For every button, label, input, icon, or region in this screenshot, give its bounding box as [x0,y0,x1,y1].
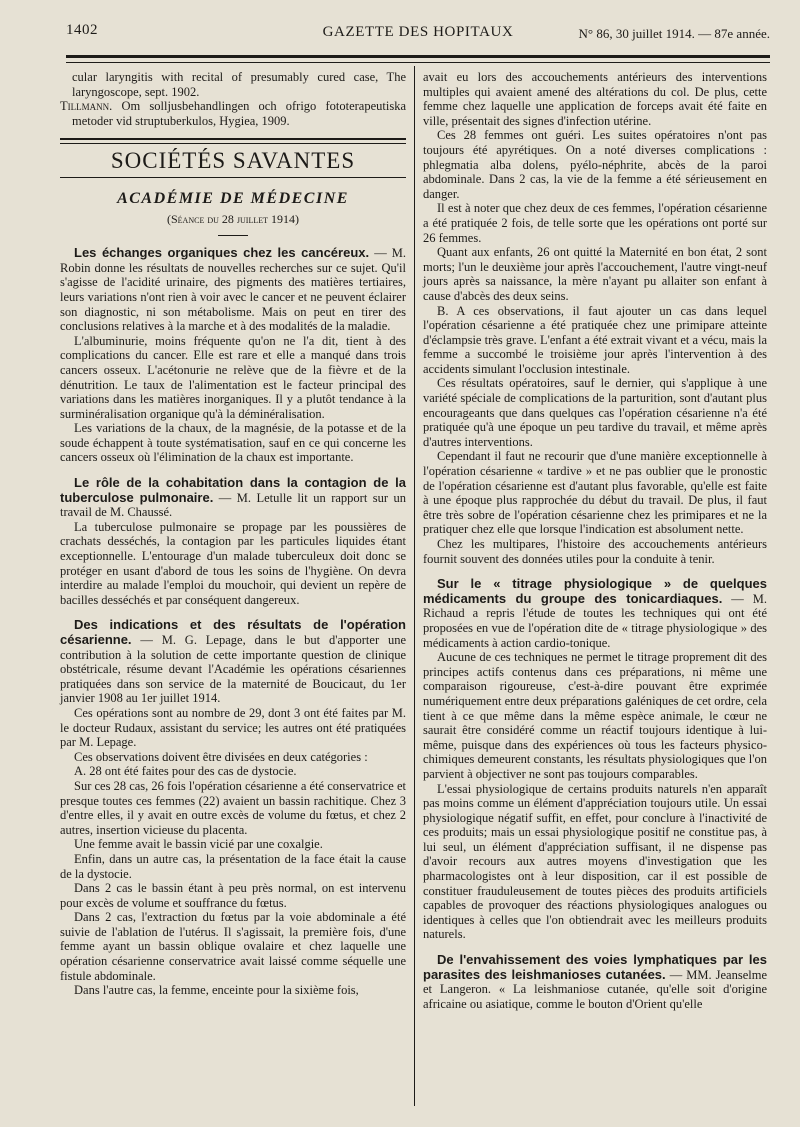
section-rule-thin [60,143,406,144]
section-rule-bottom [60,177,406,178]
section-title: SOCIÉTÉS SAVANTES [110,148,356,174]
issue-info: N° 86, 30 juillet 1914. — 87e année. [578,26,770,41]
page-number: 1402 [66,22,98,38]
paragraph: Aucune de ces techniques ne permet le titrage proprement dit des principes actifs contenus dans ces préparations, ni même une comparaison rigoureuse, c'est-à-dire pouvant être exprimée numériquement entre deux préparations galéniques de cet ordre, cela tient à ce que même dans la même espèce animale, le cœur ne saurait être considéré comme un réactif toujours identique à lui-même, puisque dans des expériences où tous les facteurs physico-chimiques demeurent constants, les résultats physiologiques que l'on parvient à objectiver ne sont pas toujours comparables. [423,650,767,781]
article-1-author: — M. Robin [60,246,407,275]
paragraph: Il est à noter que chez deux de ces femmes, l'opération césarienne a été pratiquée 2 fois, de telle sorte que les opérations ont porté sur 26 femmes. [423,201,767,245]
paragraph: Dans 2 cas, l'extraction du fœtus par la voie abdominale a été suivie de l'ablation de l'utérus. Il s'agissait, la première fois, d'une femme ayant un bassin oblique ovalaire et chez laquelle une opération césarienne conservatrice avait laissé comme séquelle une fistule abdominale. [60,910,406,983]
ref-text: Om solljusbehandlingen och ofrigo fototerapeutiska metoder vid struptuberkulos, Hygiea, 1909. [72,99,407,128]
paragraph: Ces résultats opératoires, sauf le dernier, qui s'applique à une variété spéciale de complications de la parturition, sont d'autant plus encourageants que dans quelques cas l'opération césarienne n'a été pratiquée qu'à une époque un peu tardive du travail, et même après d'autres interventions. [423,376,767,449]
header-rule-thin [66,62,770,63]
paragraph: Enfin, dans un autre cas, la présentation de la face était la cause de la dystocie. [60,851,406,881]
paragraph: Quant aux enfants, 26 ont quitté la Maternité en bon état, 2 sont morts; l'un le deuxième jour après l'accouchement, l'autre vingt-neuf jours après sa naissance, la mère n'ayant pu allaiter son enfant à cause d'abcès des deux seins. [423,245,767,303]
article-2-title: Le rôle de la cohabitation dans la contagion de la tuberculose pulmonaire. [60,475,406,505]
article-1-title: Les échanges organiques chez les cancéreux. [74,245,370,261]
journal-title: GAZETTE DES HOPITAUX [322,24,514,40]
article-3-lead [60,618,406,706]
paragraph: Dans 2 cas le bassin étant à peu près normal, on est intervenu pour excès de volume et souffrance du fœtus. [60,881,406,910]
article-4-title: Sur le « titrage physiologique » de quelques médicaments du groupe des tonicardiaques. [423,576,767,606]
right-column [423,70,767,1011]
short-rule [218,235,248,236]
paragraph: Les variations de la chaux, de la magnésie, de la potasse et de la soude échappent à toute systématisation, sauf en ce qui concerne les cancers osseux où l'élimination de la chaux est importante. [60,421,406,465]
article-4-author: — M. Richaud a repris l'étude de toutes les techniques qui ont été proposées en vue de l'opération dite de « titrage physiologique » des médicaments à action cardio-tonique. [423,591,768,650]
section-rule [60,138,406,140]
paragraph: avait eu lors des accouchements antérieurs des interventions multiples qui avaient amené des altérations du col. De plus, cette femme chez laquelle une application de forceps avait été faite en ville, présentait des signes d'infection utérine. [423,70,767,128]
header-rule-thick [66,55,770,58]
intro-reference [60,99,406,128]
article-5-text: « La leishmaniose cutanée, qu'elle soit d'origine africaine ou asiatique, comme le bouton d'Orient qu'elle [423,982,768,1011]
academy-heading: ACADÉMIE DE MÉDECINE [117,189,349,207]
paragraph: Dans l'autre cas, la femme, enceinte pour la sixième fois, [74,983,359,998]
article-1-text: donne les résultats de nouvelles recherches sur ce sujet. Qu'il s'agisse de l'acidité urinaire, des pigments des matières tertiaires, leurs variations n'ont rien à voir avec le cancer et ne peuvent éclairer son diagnostic, ni son métabolisme. Mais on peut en tirer des conclusions relatives à la marche et à des modalités de la maladie. [60,260,407,334]
article-5-title: De l'envahissement des voies lymphatiques par les parasites des leishmanioses cutanées. [423,952,767,982]
article-3-text: dans le but d'apporter une contribution à la solution de cette importante question de clinique obstétricale, résume devant l'Académie les opérations césariennes pratiquées dans son service de la maternité de Boucicaut, du 1er janvier 1908 au 1er juillet 1914. [60,633,407,706]
paragraph: L'albuminurie, moins fréquente qu'on ne l'a dit, tient à des complications du cancer. Elle est rare et elle a manqué dans trois cancers osseux. L'acétonurie ne relève que de la fièvre et de la dénutrition. Le taux de l'alimentation est le facteur principal des variations dans les matières inorganiques. Il y a plutôt tendance à la surminéralisation organique qu'à la déminéralisation. [60,333,406,421]
article-3-title: Des indications et des résultats de l'opération césarienne. [60,617,406,647]
paragraph: A. 28 ont été faites pour des cas de dystocie. [74,764,297,779]
paragraph: Cependant il faut ne recourir que d'une manière exceptionnelle à l'opération césarienne « tardive » et ne pas oublier que le pronostic de l'opération césarienne est d'autant plus favorable, qu'elle est faite à une époque plus rapprochée du début du travail. De plus, il faut être très sobre de l'opération césarienne chez les primipares et ne la pratiquer chez elle que lorsque l'indication est absolument nette. [423,449,767,537]
seance-date: (Séance du 28 juillet 1914) [167,211,299,226]
paragraph: Chez les multipares, l'histoire des accouchements antérieurs fournit souvent des données utiles pour la conduite à tenir. [423,537,767,566]
paragraph: La tuberculose pulmonaire se propage par les poussières de crachats desséchés, la contagion par les particules liquides étant exceptionnelle. L'entourage d'un malade tuberculeux doit donc se protéger en usant d'abord de tous les soins de l'hygiène. On devra interdire au malade l'emploi du mouchoir, qui devient un repère de bacilles desséchés et par conséquent dangereux. [60,519,406,607]
article-5-author: — MM. Jeanselme et Langeron. [423,967,767,997]
article-2-author: — M. Letulle lit un rapport sur un travail de M. Chaussé. [60,490,406,520]
intro-text: cular laryngitis with recital of presumably cured case, The laryngoscope, sept. 1902. [72,70,406,99]
paragraph: Sur ces 28 cas, 26 fois l'opération césarienne a été conservatrice et presque toutes ces femmes (22) avaient un bassin rachitique. Chez 3 d'entre elles, il y avait en outre excès de volume du fœtus, et chez 2 autres, insertion vicieuse du placenta. [60,778,406,837]
left-column [60,70,406,998]
running-header [66,22,770,48]
paragraph: B. A ces observations, il faut ajouter un cas dans lequel l'opération césarienne a été pratiquée chez une primipare atteinte d'éclampsie très grave. L'enfant a été extrait vivant et a vécu, mais la femme a succombé le troisième jour après l'intervention à des accidents simulant l'occlusion intestinale. [423,303,767,376]
article-4-lead [423,577,767,650]
column-divider [414,66,415,1106]
ref-author: Tillmann. [60,99,113,114]
paragraph: L'essai physiologique de certains produits naturels n'en apparaît pas moins comme un élément d'appréciation toujours utile. Un essai physiologique négatif suffit, en effet, pour conclure à l'inactivité de ces produits; mais un essai physiologique positif ne constitue pas, à lui seul, un élément d'appréciation suffisant, il ne dispense pas d'avoir recours aux autres moyens d'investigation que les pharmacologistes ont à leur disposition, car il est possible de constituer frauduleusement de toutes pièces des produits artificiels capables de provoquer des réactions physiologiques analogues ou identiques à celles que l'on obtiendrait avec les meilleurs produits naturels. [423,781,767,942]
article-5-lead [423,953,767,1011]
article-1-lead [60,246,406,334]
paragraph: Une femme avait le bassin vicié par une coxalgie. [74,837,323,852]
paragraph: Ces opérations sont au nombre de 29, dont 3 ont été faites par M. le docteur Rudaux, assistant du service; les autres ont été pratiquées par M. Lepage. [60,705,406,750]
paragraph: Ces observations doivent être divisées en deux catégories : [74,749,368,764]
paragraph: Ces 28 femmes ont guéri. Les suites opératoires n'ont pas toujours été apyrétiques. On a noté diverses complications : phlegmatia alba dolens, pyélo-néphrite, abcès de la paroi abdominale. Dans 2 cas, la vie de la femme a été sérieusement en danger. [423,128,767,201]
article-2-lead [60,476,406,520]
article-3-author: — M. G. Lepage, [140,633,246,647]
